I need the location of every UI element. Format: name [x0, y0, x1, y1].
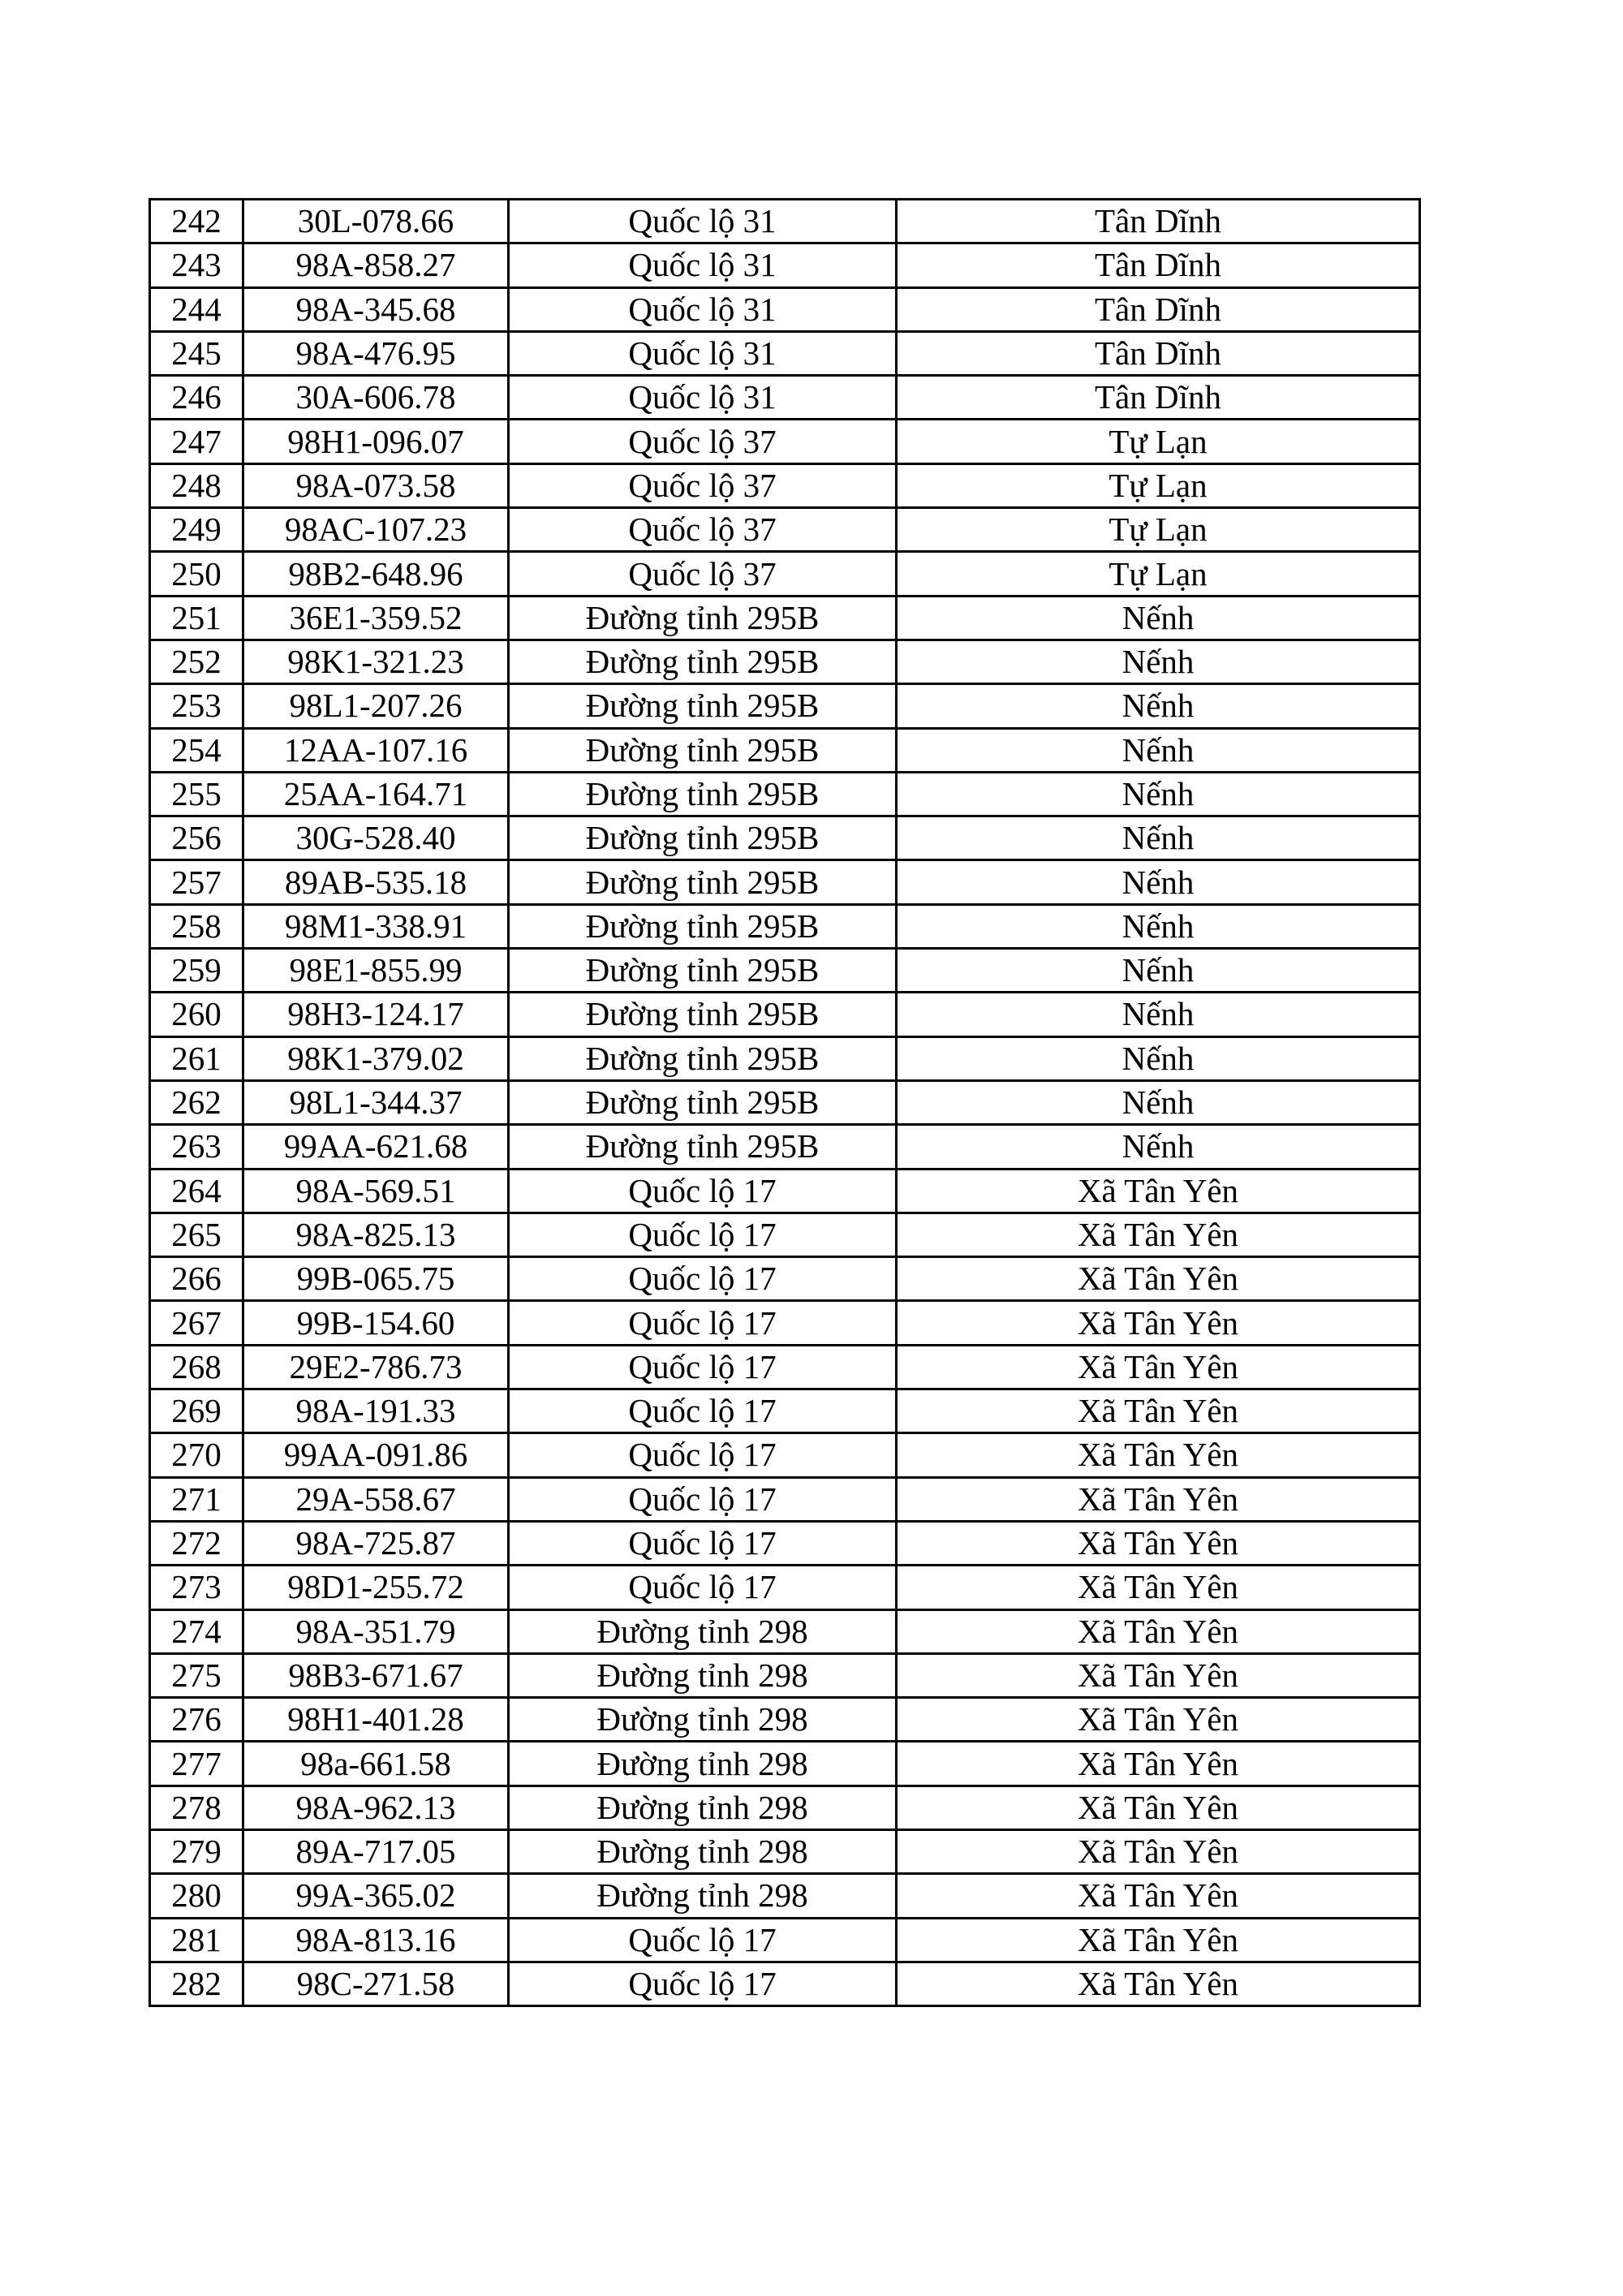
- commune-cell: Tân Dĩnh: [897, 243, 1420, 287]
- row-number-cell: 254: [150, 728, 243, 772]
- row-number-cell: 266: [150, 1257, 243, 1301]
- commune-cell: Nếnh: [897, 772, 1420, 816]
- road-cell: Quốc lộ 17: [509, 1918, 897, 1962]
- commune-cell: Nếnh: [897, 640, 1420, 683]
- road-cell: Quốc lộ 17: [509, 1962, 897, 2005]
- road-cell: Quốc lộ 31: [509, 376, 897, 420]
- commune-cell: Nếnh: [897, 904, 1420, 948]
- road-cell: Đường tỉnh 295B: [509, 860, 897, 904]
- table-row: [150, 287, 1420, 331]
- row-number-cell: 275: [150, 1653, 243, 1697]
- road-cell: Đường tỉnh 298: [509, 1874, 897, 1918]
- commune-cell: Xã Tân Yên: [897, 1301, 1420, 1345]
- road-cell: Quốc lộ 17: [509, 1477, 897, 1521]
- road-cell: Đường tỉnh 295B: [509, 816, 897, 860]
- table-row: [150, 331, 1420, 375]
- license-plate-cell: 98A-825.13: [243, 1213, 509, 1256]
- license-plate-cell: 98A-569.51: [243, 1169, 509, 1213]
- row-number-cell: 280: [150, 1874, 243, 1918]
- commune-cell: Xã Tân Yên: [897, 1829, 1420, 1873]
- row-number-cell: 282: [150, 1962, 243, 2005]
- row-number-cell: 243: [150, 243, 243, 287]
- table-row: [150, 728, 1420, 772]
- commune-cell: Xã Tân Yên: [897, 1874, 1420, 1918]
- table-row: [150, 1786, 1420, 1829]
- road-cell: Đường tỉnh 298: [509, 1609, 897, 1653]
- license-plate-cell: 29A-558.67: [243, 1477, 509, 1521]
- road-cell: Đường tỉnh 298: [509, 1742, 897, 1786]
- row-number-cell: 257: [150, 860, 243, 904]
- road-cell: Đường tỉnh 295B: [509, 904, 897, 948]
- row-number-cell: 276: [150, 1698, 243, 1742]
- road-cell: Đường tỉnh 298: [509, 1786, 897, 1829]
- table-row: [150, 1653, 1420, 1697]
- commune-cell: Xã Tân Yên: [897, 1609, 1420, 1653]
- license-plate-cell: 98A-345.68: [243, 287, 509, 331]
- road-cell: Quốc lộ 31: [509, 287, 897, 331]
- road-cell: Quốc lộ 37: [509, 552, 897, 596]
- road-cell: Quốc lộ 17: [509, 1301, 897, 1345]
- table-row: [150, 1874, 1420, 1918]
- commune-cell: Tự Lạn: [897, 463, 1420, 507]
- license-plate-cell: 98K1-379.02: [243, 1036, 509, 1080]
- row-number-cell: 245: [150, 331, 243, 375]
- table-row: [150, 596, 1420, 640]
- road-cell: Quốc lộ 31: [509, 243, 897, 287]
- license-plate-cell: 98C-271.58: [243, 1962, 509, 2005]
- commune-cell: Xã Tân Yên: [897, 1653, 1420, 1697]
- road-cell: Quốc lộ 37: [509, 420, 897, 463]
- row-number-cell: 260: [150, 993, 243, 1036]
- road-cell: Đường tỉnh 298: [509, 1829, 897, 1873]
- row-number-cell: 252: [150, 640, 243, 683]
- table-row: [150, 772, 1420, 816]
- road-cell: Quốc lộ 17: [509, 1169, 897, 1213]
- row-number-cell: 261: [150, 1036, 243, 1080]
- road-cell: Quốc lộ 17: [509, 1257, 897, 1301]
- license-plate-cell: 98B3-671.67: [243, 1653, 509, 1697]
- table-row: [150, 1080, 1420, 1124]
- license-plate-cell: 98A-073.58: [243, 463, 509, 507]
- commune-cell: Xã Tân Yên: [897, 1477, 1420, 1521]
- commune-cell: Xã Tân Yên: [897, 1257, 1420, 1301]
- license-plate-cell: 30A-606.78: [243, 376, 509, 420]
- row-number-cell: 267: [150, 1301, 243, 1345]
- commune-cell: Nếnh: [897, 949, 1420, 993]
- table-row: [150, 463, 1420, 507]
- license-plate-cell: 98a-661.58: [243, 1742, 509, 1786]
- table-row: [150, 1125, 1420, 1169]
- license-plate-cell: 98E1-855.99: [243, 949, 509, 993]
- license-plate-cell: 99B-065.75: [243, 1257, 509, 1301]
- road-cell: Quốc lộ 37: [509, 508, 897, 552]
- license-plate-cell: 30L-078.66: [243, 200, 509, 243]
- table-row: [150, 1389, 1420, 1433]
- license-plate-cell: 99A-365.02: [243, 1874, 509, 1918]
- commune-cell: Tân Dĩnh: [897, 331, 1420, 375]
- license-plate-cell: 98AC-107.23: [243, 508, 509, 552]
- commune-cell: Xã Tân Yên: [897, 1433, 1420, 1477]
- commune-cell: Nếnh: [897, 1080, 1420, 1124]
- commune-cell: Nếnh: [897, 1036, 1420, 1080]
- license-plate-cell: 98A-191.33: [243, 1389, 509, 1433]
- commune-cell: Tự Lạn: [897, 552, 1420, 596]
- road-cell: Quốc lộ 17: [509, 1213, 897, 1256]
- road-cell: Đường tỉnh 298: [509, 1698, 897, 1742]
- license-plate-cell: 98A-962.13: [243, 1786, 509, 1829]
- road-cell: Đường tỉnh 295B: [509, 596, 897, 640]
- commune-cell: Nếnh: [897, 1125, 1420, 1169]
- table-row: [150, 1521, 1420, 1565]
- license-plate-cell: 98L1-344.37: [243, 1080, 509, 1124]
- road-cell: Đường tỉnh 295B: [509, 1080, 897, 1124]
- row-number-cell: 262: [150, 1080, 243, 1124]
- commune-cell: Nếnh: [897, 816, 1420, 860]
- commune-cell: Xã Tân Yên: [897, 1521, 1420, 1565]
- row-number-cell: 278: [150, 1786, 243, 1829]
- commune-cell: Tự Lạn: [897, 420, 1420, 463]
- road-cell: Đường tỉnh 295B: [509, 949, 897, 993]
- row-number-cell: 263: [150, 1125, 243, 1169]
- license-plate-cell: 25AA-164.71: [243, 772, 509, 816]
- row-number-cell: 244: [150, 287, 243, 331]
- table-row: [150, 376, 1420, 420]
- vehicle-table: [149, 198, 1421, 2007]
- table-row: [150, 860, 1420, 904]
- road-cell: Đường tỉnh 298: [509, 1653, 897, 1697]
- table-row: [150, 1433, 1420, 1477]
- table-row: [150, 508, 1420, 552]
- road-cell: Đường tỉnh 295B: [509, 684, 897, 728]
- row-number-cell: 277: [150, 1742, 243, 1786]
- commune-cell: Tân Dĩnh: [897, 376, 1420, 420]
- table-row: [150, 1036, 1420, 1080]
- commune-cell: Nếnh: [897, 993, 1420, 1036]
- table-row: [150, 1918, 1420, 1962]
- license-plate-cell: 98K1-321.23: [243, 640, 509, 683]
- row-number-cell: 251: [150, 596, 243, 640]
- license-plate-cell: 98A-858.27: [243, 243, 509, 287]
- row-number-cell: 256: [150, 816, 243, 860]
- row-number-cell: 258: [150, 904, 243, 948]
- commune-cell: Xã Tân Yên: [897, 1742, 1420, 1786]
- row-number-cell: 279: [150, 1829, 243, 1873]
- license-plate-cell: 36E1-359.52: [243, 596, 509, 640]
- table-row: [150, 816, 1420, 860]
- license-plate-cell: 98H3-124.17: [243, 993, 509, 1036]
- road-cell: Quốc lộ 17: [509, 1389, 897, 1433]
- row-number-cell: 253: [150, 684, 243, 728]
- row-number-cell: 259: [150, 949, 243, 993]
- commune-cell: Tân Dĩnh: [897, 287, 1420, 331]
- commune-cell: Xã Tân Yên: [897, 1962, 1420, 2005]
- commune-cell: Tự Lạn: [897, 508, 1420, 552]
- table-row: [150, 1698, 1420, 1742]
- license-plate-cell: 98D1-255.72: [243, 1566, 509, 1609]
- row-number-cell: 265: [150, 1213, 243, 1256]
- row-number-cell: 268: [150, 1345, 243, 1389]
- license-plate-cell: 98A-813.16: [243, 1918, 509, 1962]
- row-number-cell: 273: [150, 1566, 243, 1609]
- road-cell: Đường tỉnh 295B: [509, 728, 897, 772]
- road-cell: Quốc lộ 17: [509, 1521, 897, 1565]
- road-cell: Quốc lộ 17: [509, 1345, 897, 1389]
- commune-cell: Nếnh: [897, 860, 1420, 904]
- table-row: [150, 640, 1420, 683]
- commune-cell: Xã Tân Yên: [897, 1169, 1420, 1213]
- road-cell: Quốc lộ 17: [509, 1566, 897, 1609]
- row-number-cell: 281: [150, 1918, 243, 1962]
- license-plate-cell: 89A-717.05: [243, 1829, 509, 1873]
- table-row: [150, 1169, 1420, 1213]
- road-cell: Đường tỉnh 295B: [509, 640, 897, 683]
- commune-cell: Tân Dĩnh: [897, 200, 1420, 243]
- row-number-cell: 269: [150, 1389, 243, 1433]
- row-number-cell: 249: [150, 508, 243, 552]
- row-number-cell: 271: [150, 1477, 243, 1521]
- license-plate-cell: 98H1-401.28: [243, 1698, 509, 1742]
- license-plate-cell: 98M1-338.91: [243, 904, 509, 948]
- table-row: [150, 1566, 1420, 1609]
- license-plate-cell: 89AB-535.18: [243, 860, 509, 904]
- license-plate-cell: 98A-476.95: [243, 331, 509, 375]
- road-cell: Quốc lộ 31: [509, 200, 897, 243]
- license-plate-cell: 99AA-621.68: [243, 1125, 509, 1169]
- commune-cell: Xã Tân Yên: [897, 1786, 1420, 1829]
- row-number-cell: 264: [150, 1169, 243, 1213]
- table-row: [150, 1609, 1420, 1653]
- road-cell: Quốc lộ 31: [509, 331, 897, 375]
- road-cell: Đường tỉnh 295B: [509, 1125, 897, 1169]
- row-number-cell: 272: [150, 1521, 243, 1565]
- table-row: [150, 243, 1420, 287]
- table-row: [150, 1742, 1420, 1786]
- license-plate-cell: 98A-351.79: [243, 1609, 509, 1653]
- license-plate-cell: 99AA-091.86: [243, 1433, 509, 1477]
- row-number-cell: 247: [150, 420, 243, 463]
- row-number-cell: 250: [150, 552, 243, 596]
- table-row: [150, 1345, 1420, 1389]
- license-plate-cell: 98B2-648.96: [243, 552, 509, 596]
- license-plate-cell: 98H1-096.07: [243, 420, 509, 463]
- table-row: [150, 1829, 1420, 1873]
- road-cell: Đường tỉnh 295B: [509, 1036, 897, 1080]
- row-number-cell: 274: [150, 1609, 243, 1653]
- license-plate-cell: 99B-154.60: [243, 1301, 509, 1345]
- table-row: [150, 993, 1420, 1036]
- road-cell: Đường tỉnh 295B: [509, 772, 897, 816]
- commune-cell: Nếnh: [897, 596, 1420, 640]
- road-cell: Đường tỉnh 295B: [509, 993, 897, 1036]
- table-row: [150, 684, 1420, 728]
- license-plate-cell: 29E2-786.73: [243, 1345, 509, 1389]
- row-number-cell: 270: [150, 1433, 243, 1477]
- row-number-cell: 246: [150, 376, 243, 420]
- commune-cell: Xã Tân Yên: [897, 1345, 1420, 1389]
- license-plate-cell: 98L1-207.26: [243, 684, 509, 728]
- table-row: [150, 1301, 1420, 1345]
- license-plate-cell: 98A-725.87: [243, 1521, 509, 1565]
- license-plate-cell: 30G-528.40: [243, 816, 509, 860]
- table-row: [150, 1962, 1420, 2005]
- table-row: [150, 904, 1420, 948]
- commune-cell: Xã Tân Yên: [897, 1566, 1420, 1609]
- commune-cell: Xã Tân Yên: [897, 1389, 1420, 1433]
- road-cell: Quốc lộ 37: [509, 463, 897, 507]
- license-plate-cell: 12AA-107.16: [243, 728, 509, 772]
- table-row: [150, 949, 1420, 993]
- table-body: [150, 200, 1420, 2006]
- commune-cell: Nếnh: [897, 684, 1420, 728]
- table-row: [150, 1213, 1420, 1256]
- row-number-cell: 255: [150, 772, 243, 816]
- commune-cell: Nếnh: [897, 728, 1420, 772]
- commune-cell: Xã Tân Yên: [897, 1213, 1420, 1256]
- commune-cell: Xã Tân Yên: [897, 1698, 1420, 1742]
- road-cell: Quốc lộ 17: [509, 1433, 897, 1477]
- table-row: [150, 1257, 1420, 1301]
- commune-cell: Xã Tân Yên: [897, 1918, 1420, 1962]
- table-row: [150, 552, 1420, 596]
- table-row: [150, 420, 1420, 463]
- table-row: [150, 200, 1420, 243]
- row-number-cell: 248: [150, 463, 243, 507]
- table-row: [150, 1477, 1420, 1521]
- row-number-cell: 242: [150, 200, 243, 243]
